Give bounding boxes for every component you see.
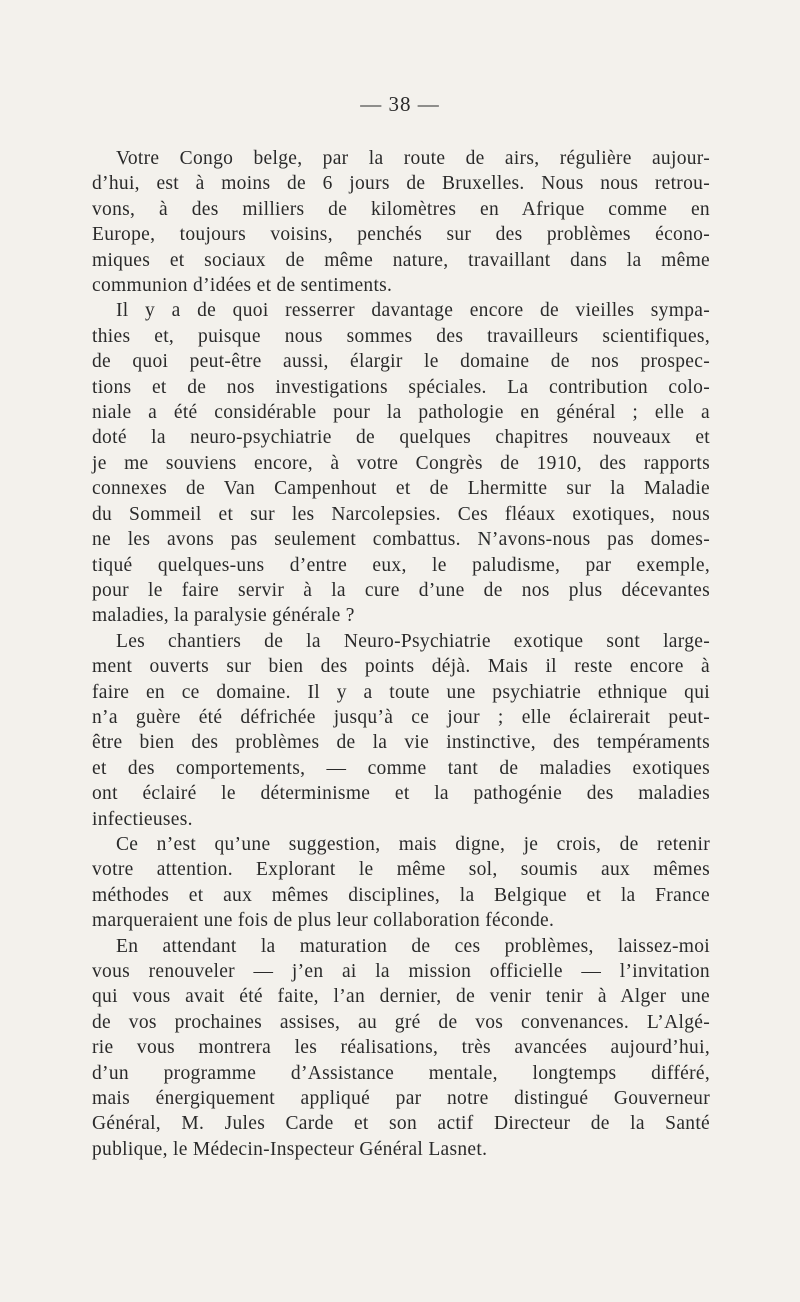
text-line: être bien des problèmes de la vie instinctive, des tempéraments [92,732,710,754]
text-line: mais énergiquement appliqué par notre distingué Gouverneur [92,1088,710,1110]
text-line: rie vous montrera les réalisations, très avancées aujourd’hui, [92,1037,710,1059]
text-line: et des comportements, — comme tant de maladies exotiques [92,757,710,779]
text-line: ment ouverts sur bien des points déjà. Mais il reste encore à [92,656,710,678]
page-body [92,146,710,1162]
text-line: de quoi peut-être aussi, élargir le domaine de nos prospec- [92,351,710,373]
paragraph [92,934,710,1163]
text-line: de vos prochaines assises, au gré de vos convenances. L’Algé- [92,1011,710,1033]
paragraph [92,146,710,298]
text-line: je me souviens encore, à votre Congrès de 1910, des rapports [92,452,710,474]
text-line: vous renouveler — j’en ai la mission officielle — l’invitation [92,961,710,982]
text-line: thies et, puisque nous sommes des travailleurs scientifiques, [92,325,710,347]
text-line: miques et sociaux de même nature, travaillant dans la même [92,249,710,271]
text-line: vons, à des milliers de kilomètres en Afrique comme en [92,198,710,220]
text-line: n’a guère été défrichée jusqu’à ce jour ; elle éclairerait peut- [92,706,710,728]
text-line: marqueraient une fois de plus leur collaboration féconde. [92,910,555,932]
page-number: — 38 — [360,92,440,116]
text-line: connexes de Van Campenhout et de Lhermitte sur la Maladie [92,478,710,500]
text-line: Ce n’est qu’une suggestion, mais digne, je crois, de retenir [116,833,710,855]
text-line: Europe, toujours voisins, penchés sur des problèmes écono- [92,224,710,246]
text-line: tions et de nos investigations spéciales. La contribution colo- [92,376,710,398]
text-line: publique, le Médecin-Inspecteur Général Lasnet. [92,1138,488,1160]
text-line: qui vous avait été faite, l’an dernier, de venir tenir à Alger une [92,986,710,1008]
text-line: Votre Congo belge, par la route de airs, régulière aujour- [116,148,710,169]
text-line: Il y a de quoi resserrer davantage encore de vieilles sympa- [116,300,710,322]
text-line: ont éclairé le déterminisme et la pathogénie des maladies [92,783,710,805]
text-line: infectieuses. [92,808,193,830]
text-line: pour le faire servir à la cure d’une de nos plus décevantes [92,579,710,601]
paragraph [92,298,710,628]
text-line: Général, M. Jules Carde et son actif Directeur de la Santé [92,1113,710,1135]
text-line: votre attention. Explorant le même sol, soumis aux mêmes [92,859,710,881]
paragraph [92,832,710,934]
text-line: méthodes et aux mêmes disciplines, la Belgique et la France [92,884,710,906]
text-line: En attendant la maturation de ces problèmes, laissez-moi [116,935,710,957]
text-line: ne les avons pas seulement combattus. N’avons-nous pas domes- [92,529,710,551]
text-line: maladies, la paralysie générale ? [92,605,355,627]
text-line: communion d’idées et de sentiments. [92,275,393,297]
text-line: Les chantiers de la Neuro-Psychiatrie exotique sont large- [116,630,710,652]
text-line: faire en ce domaine. Il y a toute une psychiatrie ethnique qui [92,681,710,703]
paragraph [92,629,710,832]
text-line: d’un programme d’Assistance mentale, longtemps différé, [92,1062,710,1084]
text-line: niale a été considérable pour la pathologie en général ; elle a [92,402,710,424]
text-line: d’hui, est à moins de 6 jours de Bruxelles. Nous nous retrou- [92,173,710,195]
text-line: doté la neuro-psychiatrie de quelques chapitres nouveaux et [92,427,710,449]
text-line: du Sommeil et sur les Narcolepsies. Ces fléaux exotiques, nous [92,503,710,525]
text-line: tiqué quelques-uns d’entre eux, le paludisme, par exemple, [92,554,710,576]
